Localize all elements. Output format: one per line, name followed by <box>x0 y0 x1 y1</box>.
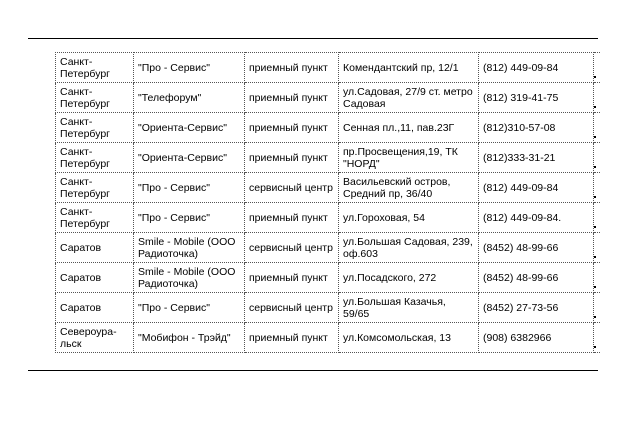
phone-cell: (812)333-31-21 <box>479 143 594 173</box>
service-centers-table-container <box>55 52 600 353</box>
row-marker <box>594 263 601 293</box>
city-cell: Санкт-Петербург <box>56 173 134 203</box>
type-cell: сервисный центр <box>245 173 339 203</box>
type-cell: приемный пункт <box>245 263 339 293</box>
row-marker-dot <box>594 136 596 138</box>
table-row <box>56 53 601 83</box>
row-marker <box>594 143 601 173</box>
table-row <box>56 203 601 233</box>
address-cell: ул.Садовая, 27/9 ст. метро Садовая <box>339 83 479 113</box>
row-marker-dot <box>594 166 596 168</box>
row-marker <box>594 203 601 233</box>
phone-cell: (812) 449-09-84 <box>479 53 594 83</box>
company-cell: "Мобифон - Трэйд" <box>134 323 245 353</box>
table-row <box>56 263 601 293</box>
address-cell: ул.Большая Казачья, 59/65 <box>339 293 479 323</box>
row-marker-dot <box>594 346 596 348</box>
company-cell: "Ориента-Сервис" <box>134 113 245 143</box>
address-cell: ул.Гороховая, 54 <box>339 203 479 233</box>
row-marker <box>594 173 601 203</box>
row-marker <box>594 113 601 143</box>
table-row <box>56 293 601 323</box>
row-marker <box>594 83 601 113</box>
phone-cell: (8452) 48-99-66 <box>479 263 594 293</box>
row-marker-dot <box>594 316 596 318</box>
type-cell: приемный пункт <box>245 323 339 353</box>
type-cell: сервисный центр <box>245 293 339 323</box>
company-cell: "Про - Сервис" <box>134 53 245 83</box>
phone-cell: (8452) 27-73-56 <box>479 293 594 323</box>
company-cell: "Про - Сервис" <box>134 173 245 203</box>
table-row <box>56 173 601 203</box>
company-cell: "Телефорум" <box>134 83 245 113</box>
company-cell: "Про - Сервис" <box>134 293 245 323</box>
phone-cell: (812) 319-41-75 <box>479 83 594 113</box>
type-cell: приемный пункт <box>245 203 339 233</box>
address-cell: ул.Посадского, 272 <box>339 263 479 293</box>
row-marker <box>594 323 601 353</box>
row-marker <box>594 53 601 83</box>
service-centers-table-body <box>56 53 601 353</box>
phone-cell: (812) 449-09-84. <box>479 203 594 233</box>
city-cell: Саратов <box>56 233 134 263</box>
type-cell: приемный пункт <box>245 53 339 83</box>
address-cell: Васильевский остров, Средний пр, 36/40 <box>339 173 479 203</box>
row-marker-dot <box>594 76 596 78</box>
city-cell: Санкт-Петербург <box>56 143 134 173</box>
service-centers-table <box>55 52 600 353</box>
row-marker-dot <box>594 256 596 258</box>
city-cell: Санкт-Петербург <box>56 53 134 83</box>
city-cell: Санкт-Петербург <box>56 83 134 113</box>
company-cell: Smile - Mobile (ООО Радиоточка) <box>134 233 245 263</box>
phone-cell: (8452) 48-99-66 <box>479 233 594 263</box>
city-cell: Санкт-Петербург <box>56 113 134 143</box>
address-cell: ул.Комсомольская, 13 <box>339 323 479 353</box>
row-marker-dot <box>594 106 596 108</box>
row-marker-dot <box>594 196 596 198</box>
company-cell: "Ориента-Сервис" <box>134 143 245 173</box>
phone-cell: (812)310-57-08 <box>479 113 594 143</box>
type-cell: приемный пункт <box>245 143 339 173</box>
table-row <box>56 143 601 173</box>
type-cell: сервисный центр <box>245 233 339 263</box>
table-row <box>56 233 601 263</box>
phone-cell: (908) 6382966 <box>479 323 594 353</box>
address-cell: Сенная пл.,11, пав.23Г <box>339 113 479 143</box>
city-cell: Саратов <box>56 293 134 323</box>
city-cell: Североура-льск <box>56 323 134 353</box>
footer-rule <box>28 370 598 371</box>
city-cell: Саратов <box>56 263 134 293</box>
row-marker <box>594 293 601 323</box>
address-cell: пр.Просвещения,19, ТК "НОРД" <box>339 143 479 173</box>
row-marker-dot <box>594 226 596 228</box>
header-rule <box>28 38 598 39</box>
company-cell: "Про - Сервис" <box>134 203 245 233</box>
table-row <box>56 113 601 143</box>
type-cell: приемный пункт <box>245 83 339 113</box>
table-row <box>56 323 601 353</box>
address-cell: ул.Большая Садовая, 239, оф.603 <box>339 233 479 263</box>
type-cell: приемный пункт <box>245 113 339 143</box>
table-row <box>56 83 601 113</box>
row-marker <box>594 233 601 263</box>
address-cell: Комендантский пр, 12/1 <box>339 53 479 83</box>
row-marker-dot <box>594 286 596 288</box>
city-cell: Санкт-Петербург <box>56 203 134 233</box>
phone-cell: (812) 449-09-84 <box>479 173 594 203</box>
company-cell: Smile - Mobile (ООО Радиоточка) <box>134 263 245 293</box>
